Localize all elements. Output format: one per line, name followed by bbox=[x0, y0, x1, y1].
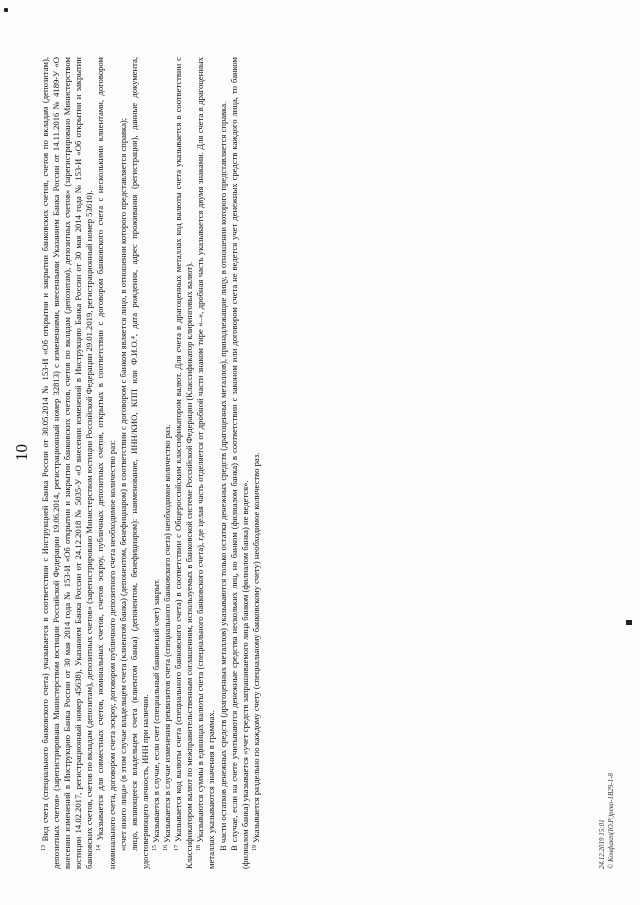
scan-mark bbox=[626, 620, 632, 625]
footnote-number: 18 bbox=[196, 845, 203, 851]
footnote-sub-paragraph: «счет иного лица» (в этом случае владельцем счета (клиентом банка) (депонентом, бенефициаром) в соответствии с договором с банком является лицо, в отношении которого представляется справка); bbox=[117, 117, 128, 851]
footnote-text: Вид счета (специального банковского счета) указывается в соответствии с Инструкцией Банка России от 30.05.2014 № 153-И «Об открытии и закрытии банковских счетов, счетов по вкладам (депозитам), депозитных счетов» (зарегистрирована Министерством юстиции Российской Федерации 19.06.2014, регистрационный номер 32813) с изменениями, внесенными Указанием Банка России от 14.11.2016 № 4189-У «О внесении изменений в Инструкцию Банка России от 30 мая 2014 года № 153-И «Об открытии и закрытии банковских счетов, счетов по вкладам (депозитам), депозитных счетов» (зарегистрировано Министерством юстиции 14.02.2017, регистрационный номер 45638), Указанием Банка России от 24.12.2018 № 5035-У «О внесении изменений в Инструкцию Банка России от 30 мая 2014 года № 153-И «Об открытии и закрытии банковских счетов, счетов по вкладам (депозитам), депозитных счетов» (зарегистрировано Министерством юстиции Российской Федерации 29.01.2019, регистрационный номер 53610). bbox=[40, 57, 95, 869]
footnote-number: 13 bbox=[41, 845, 47, 851]
footnote-number: 19 bbox=[251, 845, 258, 851]
footnote-sub-paragraph: лицо, являющееся владельцем счета (клиентом банка) (депонентом, бенефициаром): наименование, ИНН/КИО, КПП или Ф.И.О.⁴, дата рождения, адрес проживания (регистрации), данные документа, удостоверяющего личность, ИНН при наличии. bbox=[128, 57, 150, 869]
footnote-number: 15 bbox=[151, 845, 158, 851]
footnote bbox=[173, 57, 195, 869]
stamp-id: © Конфакт(Ю.Р.)рево-1В29-1-8 bbox=[607, 773, 615, 869]
footnote-text: Указываются суммы в единицах валюты счета (специального банковского счета), где целая часть отделяется от дробной части знаком тире «–», дробная часть указывается двумя знаками. Для счета в драгоценных металлах указываются значения в граммах. bbox=[195, 57, 217, 869]
footnote-text: Указывается в случае изменения реквизитов счета (специального банковского счета) необходимое количество раз. bbox=[162, 424, 173, 843]
footnote-number: 14 bbox=[96, 845, 103, 851]
footnote-number: 17 bbox=[174, 845, 181, 851]
document-stamp bbox=[598, 773, 616, 869]
page-number: 10 bbox=[12, 444, 31, 461]
footnote bbox=[251, 57, 262, 869]
footnote-sub-paragraph: В части остатков денежных средств (драгоценных металлов) указываются только остатки денежных средств (драгоценных металлов), принадлежащие лицу, в отношении которого представляется справка. bbox=[217, 101, 228, 851]
footnotes-block bbox=[40, 57, 262, 869]
footnote bbox=[162, 57, 173, 869]
stamp-date: 24.12.2019 15:01 bbox=[598, 819, 606, 869]
footnote bbox=[95, 57, 117, 869]
footnote-text: Указывается для совместных счетов, номинальных счетов, счетов эскроу, публичных депозитных счетов, открытых в соответствии с договором банковского счета с несколькими клиентами, договором номинального счета, договором счета эскроу, договором публичного депозитного счета необходимое количество раз: bbox=[95, 57, 117, 869]
footnote-text: Указывается код валюты счета (специального банковского счета) в соответствии с Общероссийским классификатором валют. Для счета в драгоценных металлах код валюты счета указывается в соответствии с Классификатором валют по межправительственным соглашениям, используемых в банковской системе Российской Федерации (Классификатор клиринговых валют). bbox=[173, 57, 195, 869]
footnote bbox=[151, 57, 162, 869]
footnote-text: Указывается раздельно по каждому счету (специальному банковскому счету) необходимое количество раз. bbox=[250, 452, 261, 843]
footnote-sub-paragraph: В случае, если на счете учитываются денежные средства нескольких лиц, но банком (филиалом банка) в соответствии с законом или договором счета не ведется учет денежных средств каждого лица, то банком (филиалом банка) указывается «учет средств запрашиваемого лица банком (филиалом банка) не ведется». bbox=[228, 57, 250, 869]
footnote bbox=[195, 57, 217, 869]
footnote-number: 16 bbox=[163, 845, 170, 851]
footnote bbox=[40, 57, 95, 869]
footnote-text: Указывается в случае, если счет (специальный банковский счет) закрыт. bbox=[150, 578, 161, 843]
